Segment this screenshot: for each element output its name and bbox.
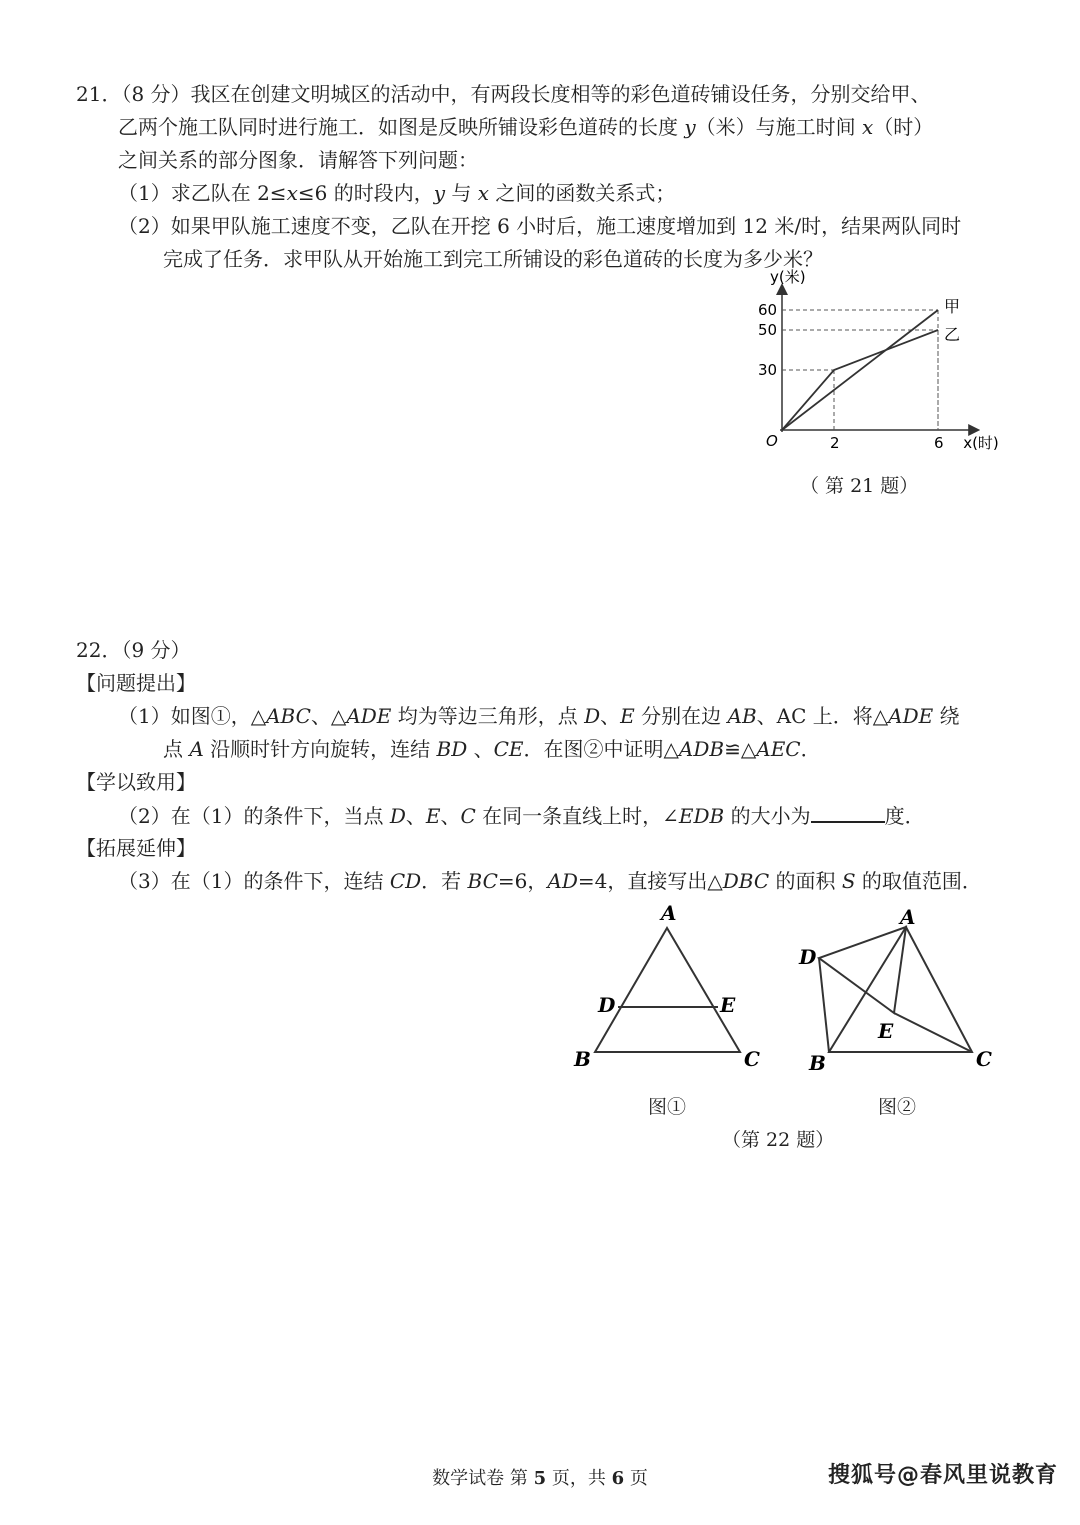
- label-a: A: [661, 901, 677, 925]
- seg-cd: CD: [389, 869, 422, 893]
- q22-score: （9 分）: [121, 638, 191, 662]
- t: 、: [440, 804, 461, 828]
- figure-1-caption: 图①: [648, 1096, 687, 1118]
- q21-number: 21．: [76, 82, 122, 106]
- segment-ce: [894, 1013, 972, 1052]
- t: ．若: [421, 869, 468, 893]
- triangle-abc: [595, 928, 740, 1052]
- x-tick-label-0: 2: [830, 434, 840, 452]
- t: 、AC 上．将△: [756, 704, 889, 728]
- q22-part-1-line-2: [163, 735, 821, 763]
- q21-part-2-line-1: （2）如果甲队施工速度不变，乙队在开挖 6 小时后，施工速度增加到 12 米/时，结果两队同时: [118, 214, 962, 238]
- label-b: B: [809, 1051, 826, 1075]
- var-x: x: [862, 115, 874, 139]
- q22-part-3: [118, 867, 982, 895]
- seg-ab: AB: [727, 704, 757, 728]
- x-tick-label-1: 6: [934, 434, 944, 452]
- t: ．: [800, 737, 821, 761]
- t: 的取值范围．: [855, 869, 982, 893]
- q21-chart: [752, 268, 1032, 463]
- q21-stem-2b: （米）与施工时间: [695, 115, 856, 139]
- t: 分别在边: [634, 704, 728, 728]
- pt-e: E: [620, 704, 635, 728]
- t: ≌△: [724, 737, 757, 761]
- y-tick-label-1: 50: [758, 321, 778, 339]
- series-line-1: [782, 330, 938, 430]
- q22-caption: （第 22 题）: [722, 1129, 835, 1151]
- origin-label: O: [766, 432, 778, 450]
- x-axis-label: x(时): [963, 434, 999, 452]
- t: 沿顺时针方向旋转，连结: [203, 737, 437, 761]
- t: ．在图②中证明△: [523, 737, 679, 761]
- seg-ce: CE: [493, 737, 524, 761]
- t: （2）在（1）的条件下，当点: [118, 804, 390, 828]
- figure-1: [568, 900, 768, 1080]
- y-tick-label-2: 60: [758, 301, 778, 319]
- footer-text: 页: [624, 1468, 648, 1489]
- var-y: y: [684, 115, 696, 139]
- figure-2-caption: 图②: [878, 1096, 917, 1118]
- tri-adb: ADB: [678, 737, 725, 761]
- seg-bd: BD: [436, 737, 468, 761]
- label-c: C: [744, 1047, 760, 1071]
- t: =6，: [497, 869, 548, 893]
- label-d: D: [799, 945, 817, 969]
- tri-ade: ADE: [346, 704, 392, 728]
- y-axis-label: y(米): [770, 268, 806, 286]
- page-total: 6: [611, 1468, 625, 1489]
- pt-d: D: [389, 804, 406, 828]
- q22-header: [76, 636, 191, 664]
- q21-score: （8 分）: [121, 82, 191, 106]
- t: 的大小为: [724, 804, 811, 828]
- label-d: D: [598, 993, 616, 1017]
- watermark: 搜狐号@春风里说教育: [827, 1463, 1058, 1488]
- series-label-1: 乙: [944, 325, 961, 344]
- label-b: B: [574, 1047, 591, 1071]
- part1-text-d: 之间的函数关系式；: [489, 181, 676, 205]
- part1-text-c: 与: [445, 181, 478, 205]
- q21-part-1: [118, 179, 675, 207]
- t: 在同一条直线上时，∠: [475, 804, 679, 828]
- t: （3）在（1）的条件下，连结: [118, 869, 390, 893]
- section-extend: 【拓展延伸】: [76, 836, 196, 860]
- pt-a: A: [189, 737, 204, 761]
- q21-stem-1: 我区在创建文明城区的活动中，有两段长度相等的彩色道砖铺设任务，分别交给甲、: [190, 82, 931, 106]
- var-y: y: [433, 181, 446, 205]
- t: =4，直接写出△: [577, 869, 723, 893]
- section-apply: 【学以致用】: [76, 770, 196, 794]
- var-x: x: [286, 181, 298, 205]
- var-x: x: [477, 181, 490, 205]
- tri-abc: ABC: [266, 704, 311, 728]
- footer-text: 数学试卷 第: [432, 1468, 534, 1489]
- series-label-0: 甲: [944, 297, 961, 316]
- t: 、: [600, 704, 621, 728]
- tri-aec: AEC: [756, 737, 801, 761]
- seg-bc: BC: [467, 869, 498, 893]
- q22-part-1-line-1: [118, 702, 960, 730]
- t: 、: [467, 737, 494, 761]
- part1-text-a: （1）求乙队在 2≤: [118, 181, 287, 205]
- tri-ade: ADE: [888, 704, 934, 728]
- pt-d: D: [584, 704, 601, 728]
- t: 、△: [310, 704, 347, 728]
- t: 、: [405, 804, 426, 828]
- section-problem: 【问题提出】: [76, 671, 196, 695]
- tri-dbc: DBC: [722, 869, 770, 893]
- q21-part-2-line-2: 完成了任务．求甲队从开始施工到完工所铺设的彩色道砖的长度为多少米？: [163, 247, 823, 271]
- angle-edb: EDB: [678, 804, 725, 828]
- segment-bd: [819, 958, 829, 1052]
- q22-number: 22．: [76, 638, 122, 662]
- page-number: 5: [533, 1468, 547, 1489]
- footer-text: 页，共: [546, 1468, 612, 1489]
- q21-stem-2a: 乙两个施工队同时进行施工．如图是反映所铺设彩色道砖的长度: [118, 115, 678, 139]
- pt-e: E: [425, 804, 441, 828]
- seg-ad: AD: [547, 869, 578, 893]
- part1-text-b: ≤6 的时段内，: [297, 181, 434, 205]
- label-c: C: [976, 1047, 992, 1071]
- t: 点: [163, 737, 190, 761]
- pt-c: C: [460, 804, 476, 828]
- label-e: E: [878, 1019, 894, 1043]
- q22-part-2: [118, 801, 925, 830]
- label-a: A: [900, 905, 916, 929]
- q21-line-1: [76, 80, 931, 108]
- t: （1）如图①，△: [118, 704, 267, 728]
- y-tick-label-0: 30: [758, 361, 778, 379]
- t: 绕: [933, 704, 960, 728]
- var-s: S: [841, 869, 856, 893]
- t: 度．: [884, 804, 925, 828]
- triangle-ade-2: [819, 927, 906, 1013]
- q21-stem-2c: （时）: [873, 115, 934, 139]
- answer-blank: [811, 801, 885, 823]
- t: 的面积: [769, 869, 842, 893]
- figure-2: [796, 900, 1026, 1080]
- q21-caption: （ 第 21 题）: [800, 475, 919, 497]
- q21-line-3: 之间关系的部分图象．请解答下列问题：: [118, 148, 478, 172]
- q21-line-2: [118, 113, 933, 141]
- label-e: E: [720, 993, 736, 1017]
- t: 均为等边三角形，点: [391, 704, 585, 728]
